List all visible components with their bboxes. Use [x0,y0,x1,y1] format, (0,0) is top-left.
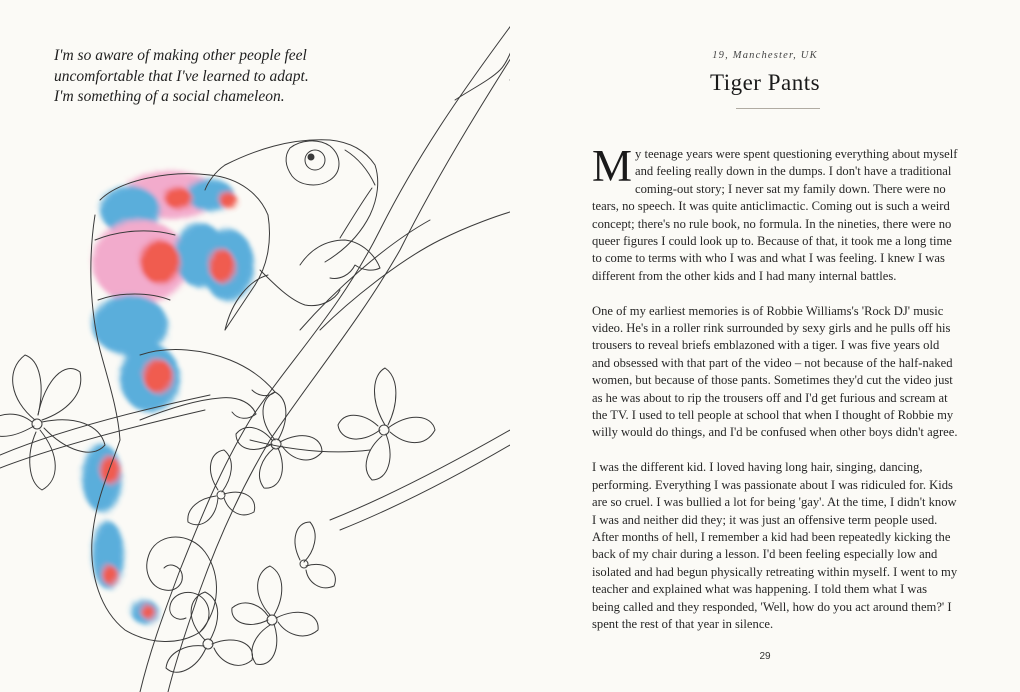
paragraph: One of my earliest memories is of Robbie Williams's 'Rock DJ' music video. He's in a roller rink surrounded by sexy girls and he pulls off his trousers to reveal briefs emblazoned with a tiger. I was five years old and obsessed with that part of the video – not because of the half-naked women, but because of those pants. Sometimes they'd cut the video just as he was about to rip the trousers off and I'd get furious and scream at the TV. I used to tell people at school that when I thought of Robbie my willy would do things, and I'd be confused when other boys didn't agree. [592,303,958,440]
chapter-body [592,141,958,651]
quote-line: I'm so aware of making other people feel [54,47,307,64]
chapter-title: Tiger Pants [709,70,821,95]
flower-4 [188,450,255,525]
pull-quote [54,46,384,108]
title-divider [736,108,820,109]
flower-7 [295,522,335,588]
quote-line: I'm something of a social chameleon. [54,88,285,105]
drop-cap: M [592,141,633,191]
flower-2 [338,368,435,480]
quote-line: uncomfortable that I've learned to adapt. [54,67,309,85]
right-page [510,0,1020,692]
location-line: 19, Manchester, UK [712,50,818,61]
page-number: 29 [759,651,771,662]
paragraph: I was the different kid. I loved having long hair, singing, dancing, performing. Everything I was passionate about I was ridiculed for. Kids are so cruel. I was bullied a lot for being 'gay'. At the time, I didn't know I was and neither did they; it was just an offensive term people used. After months of hell, I remember a kid had been repeatedly kicking the back of my chair during a lesson. I'd been feeling especially low and isolated and had begun physically retreating within myself. I went to my teacher and explained what was happening. I told them what I was being called and they responded, 'Well, how do you act around them?' I spent the rest of that year in silence. [592,460,958,631]
paragraph [592,141,958,285]
flower-5 [232,566,318,665]
flower-3 [236,392,322,488]
paragraph-text: y teenage years were spent questioning everything about myself and feeling really down in the dumps. I don't have a traditional coming-out story; I never sat my family down. There were no tears, no speech. It was quite anticlimactic. Coming out is such a weird concept; there's no rule book, no formula. In the nineties, there were no queer figures I could look up to. Because of that, it took me a long time to come to terms with who I was and what I was feeling. I knew I was different from the other kids and I had many internal battles. [592,147,958,283]
